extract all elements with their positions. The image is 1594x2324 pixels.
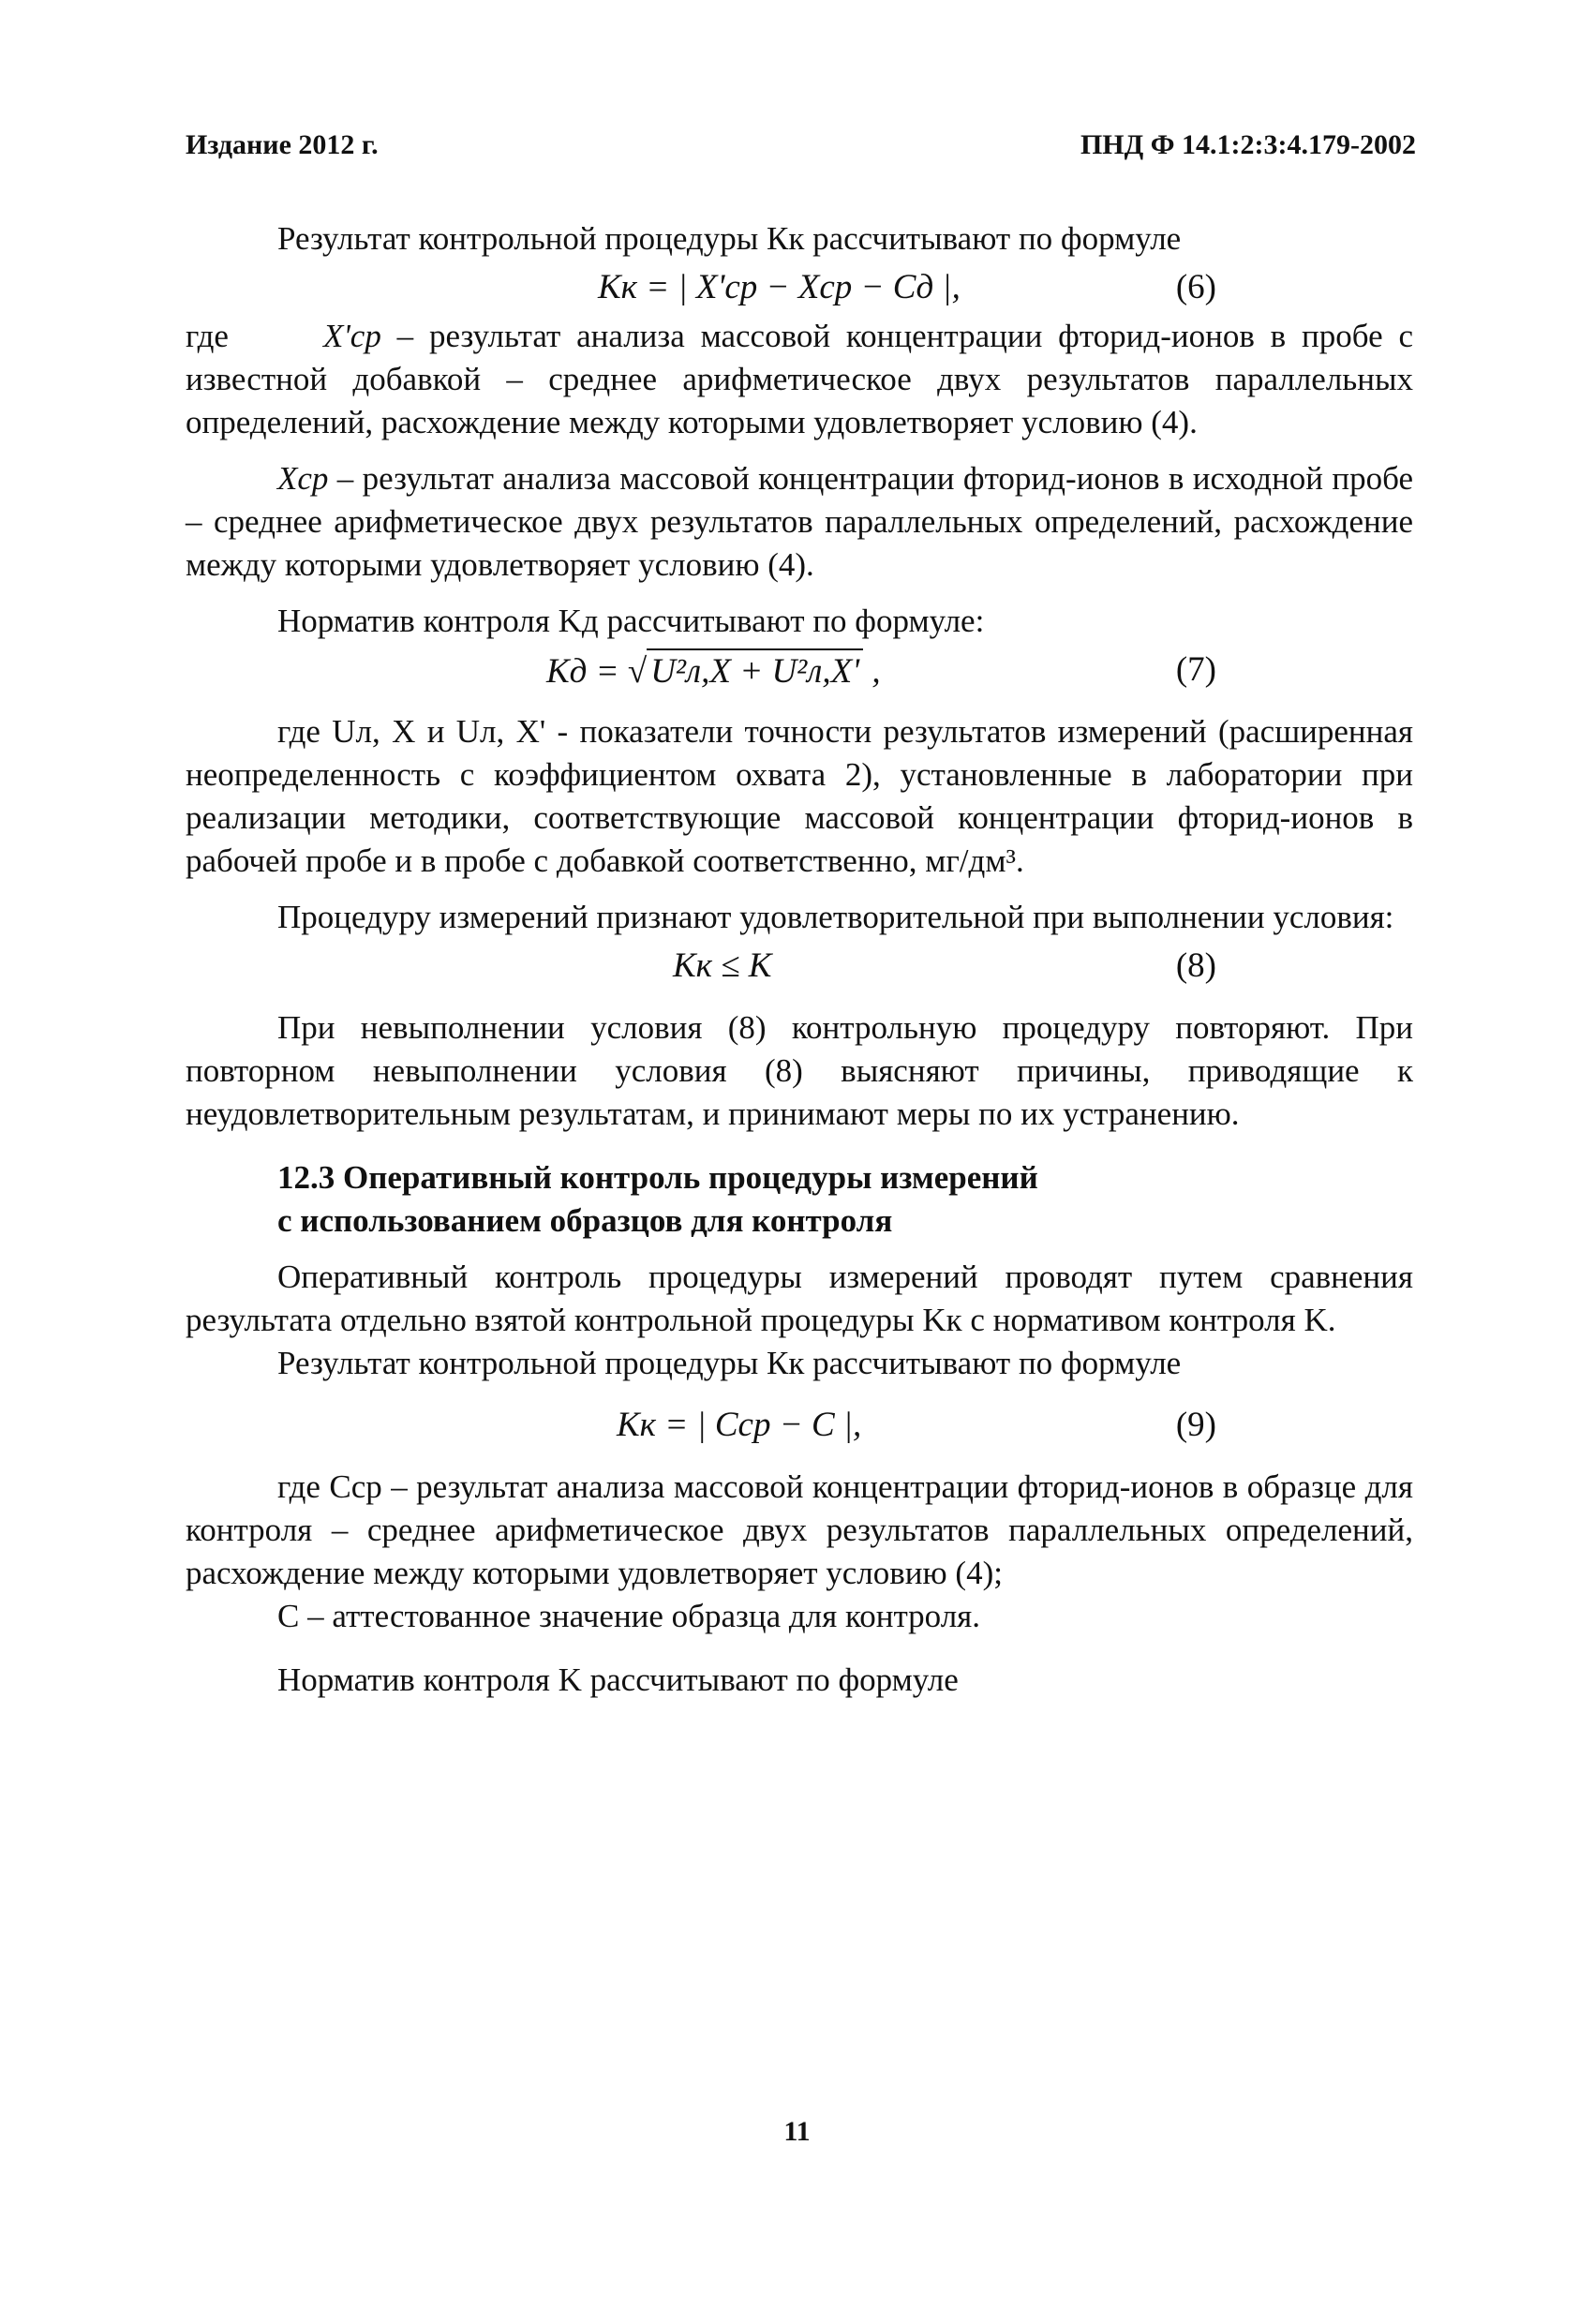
edition-label: Издание 2012 г. xyxy=(186,129,379,160)
paragraph: Норматив контроля Kд рассчитывают по формуле: xyxy=(277,603,985,639)
paragraph: где Uл, X и Uл, X' - показатели точности результатов измерений (расширенная неопределенность с коэффициентом охвата 2), установленные в лаборатории при реализации методики, соответствующие массовой концентрации фторид-ионов в рабочей пробе и в пробе с добавкой соответственно, мг/дм³. xyxy=(186,713,1413,879)
formula-number: (9) xyxy=(1175,1406,1216,1444)
document-code: ПНД Ф 14.1:2:3:4.179-2002 xyxy=(1080,129,1416,160)
paragraph: Результат контрольной процедуры Кк рассчитывают по формуле xyxy=(277,1345,1182,1381)
formula-lhs: Kд = xyxy=(546,652,628,691)
heading-line: с использованием образцов для контроля xyxy=(277,1202,893,1239)
formula-number: (8) xyxy=(1175,946,1216,985)
formula-7 xyxy=(186,643,1413,697)
formula-radicand: U²л,X + U²л,X' xyxy=(647,648,863,693)
section-heading xyxy=(186,1156,1413,1243)
definition-text: – результат анализа массовой концентрации фторид-ионов в исходной пробе – среднее арифметическое двух результатов параллельных определений, расхождение между которыми удовлетворяет условию (4). xyxy=(186,460,1413,583)
page-number: 11 xyxy=(783,2116,811,2147)
paragraph: При невыполнении условия (8) контрольную процедуру повторяют. При повторном невыполнении условия (8) выясняют причины, приводящие к неудовлетворительным результатам, и принимают меры по их устранению. xyxy=(186,1009,1413,1132)
formula-expression: Kк = | Cср − C |, xyxy=(617,1406,862,1444)
definition-paragraph xyxy=(186,315,1413,444)
formula-expression: Kк = | X'ср − Xср − Cд |, xyxy=(598,268,961,306)
paragraph: Норматив контроля K рассчитывают по формуле xyxy=(277,1661,959,1698)
sqrt-sign: √ U²л,X + U²л,X' xyxy=(628,648,863,693)
formula-expression: Kк ≤ K xyxy=(673,946,772,985)
definition-prefix: где xyxy=(186,318,229,354)
formula-8 xyxy=(186,939,1413,993)
formula-tail: , xyxy=(863,652,881,691)
paragraph: C – аттестованное значение образца для контроля. xyxy=(277,1598,981,1634)
paragraph: где Cср – результат анализа массовой концентрации фторид-ионов в образце для контроля – среднее арифметическое двух результатов параллельных определений, расхождение между которыми удовлетворяет условию (4); xyxy=(186,1468,1413,1591)
formula-number: (7) xyxy=(1175,650,1216,689)
definition-text: – результат анализа массовой концентрации фторид-ионов в пробе с известной добавкой – среднее арифметическое двух результатов параллельных определений, расхождение между которыми удовлетворяет условию (4). xyxy=(186,318,1414,440)
definition-symbol: X'ср xyxy=(322,318,381,354)
heading-line: 12.3 Оперативный контроль процедуры измерений xyxy=(277,1159,1038,1196)
definition-paragraph xyxy=(186,457,1413,587)
page-body xyxy=(186,217,1413,1702)
formula-6 xyxy=(186,261,1413,315)
formula-number: (6) xyxy=(1175,268,1216,306)
page-header xyxy=(186,129,1416,161)
paragraph: Процедуру измерений признают удовлетворительной при выполнении условия: xyxy=(277,899,1394,935)
definition-symbol: Xср xyxy=(277,460,329,497)
formula-9 xyxy=(186,1398,1413,1452)
paragraph: Оперативный контроль процедуры измерений проводят путем сравнения результата отдельно взятой контрольной процедуры Kк с нормативом контроля K. xyxy=(186,1259,1413,1338)
paragraph: Результат контрольной процедуры Кк рассчитывают по формуле xyxy=(277,220,1182,257)
